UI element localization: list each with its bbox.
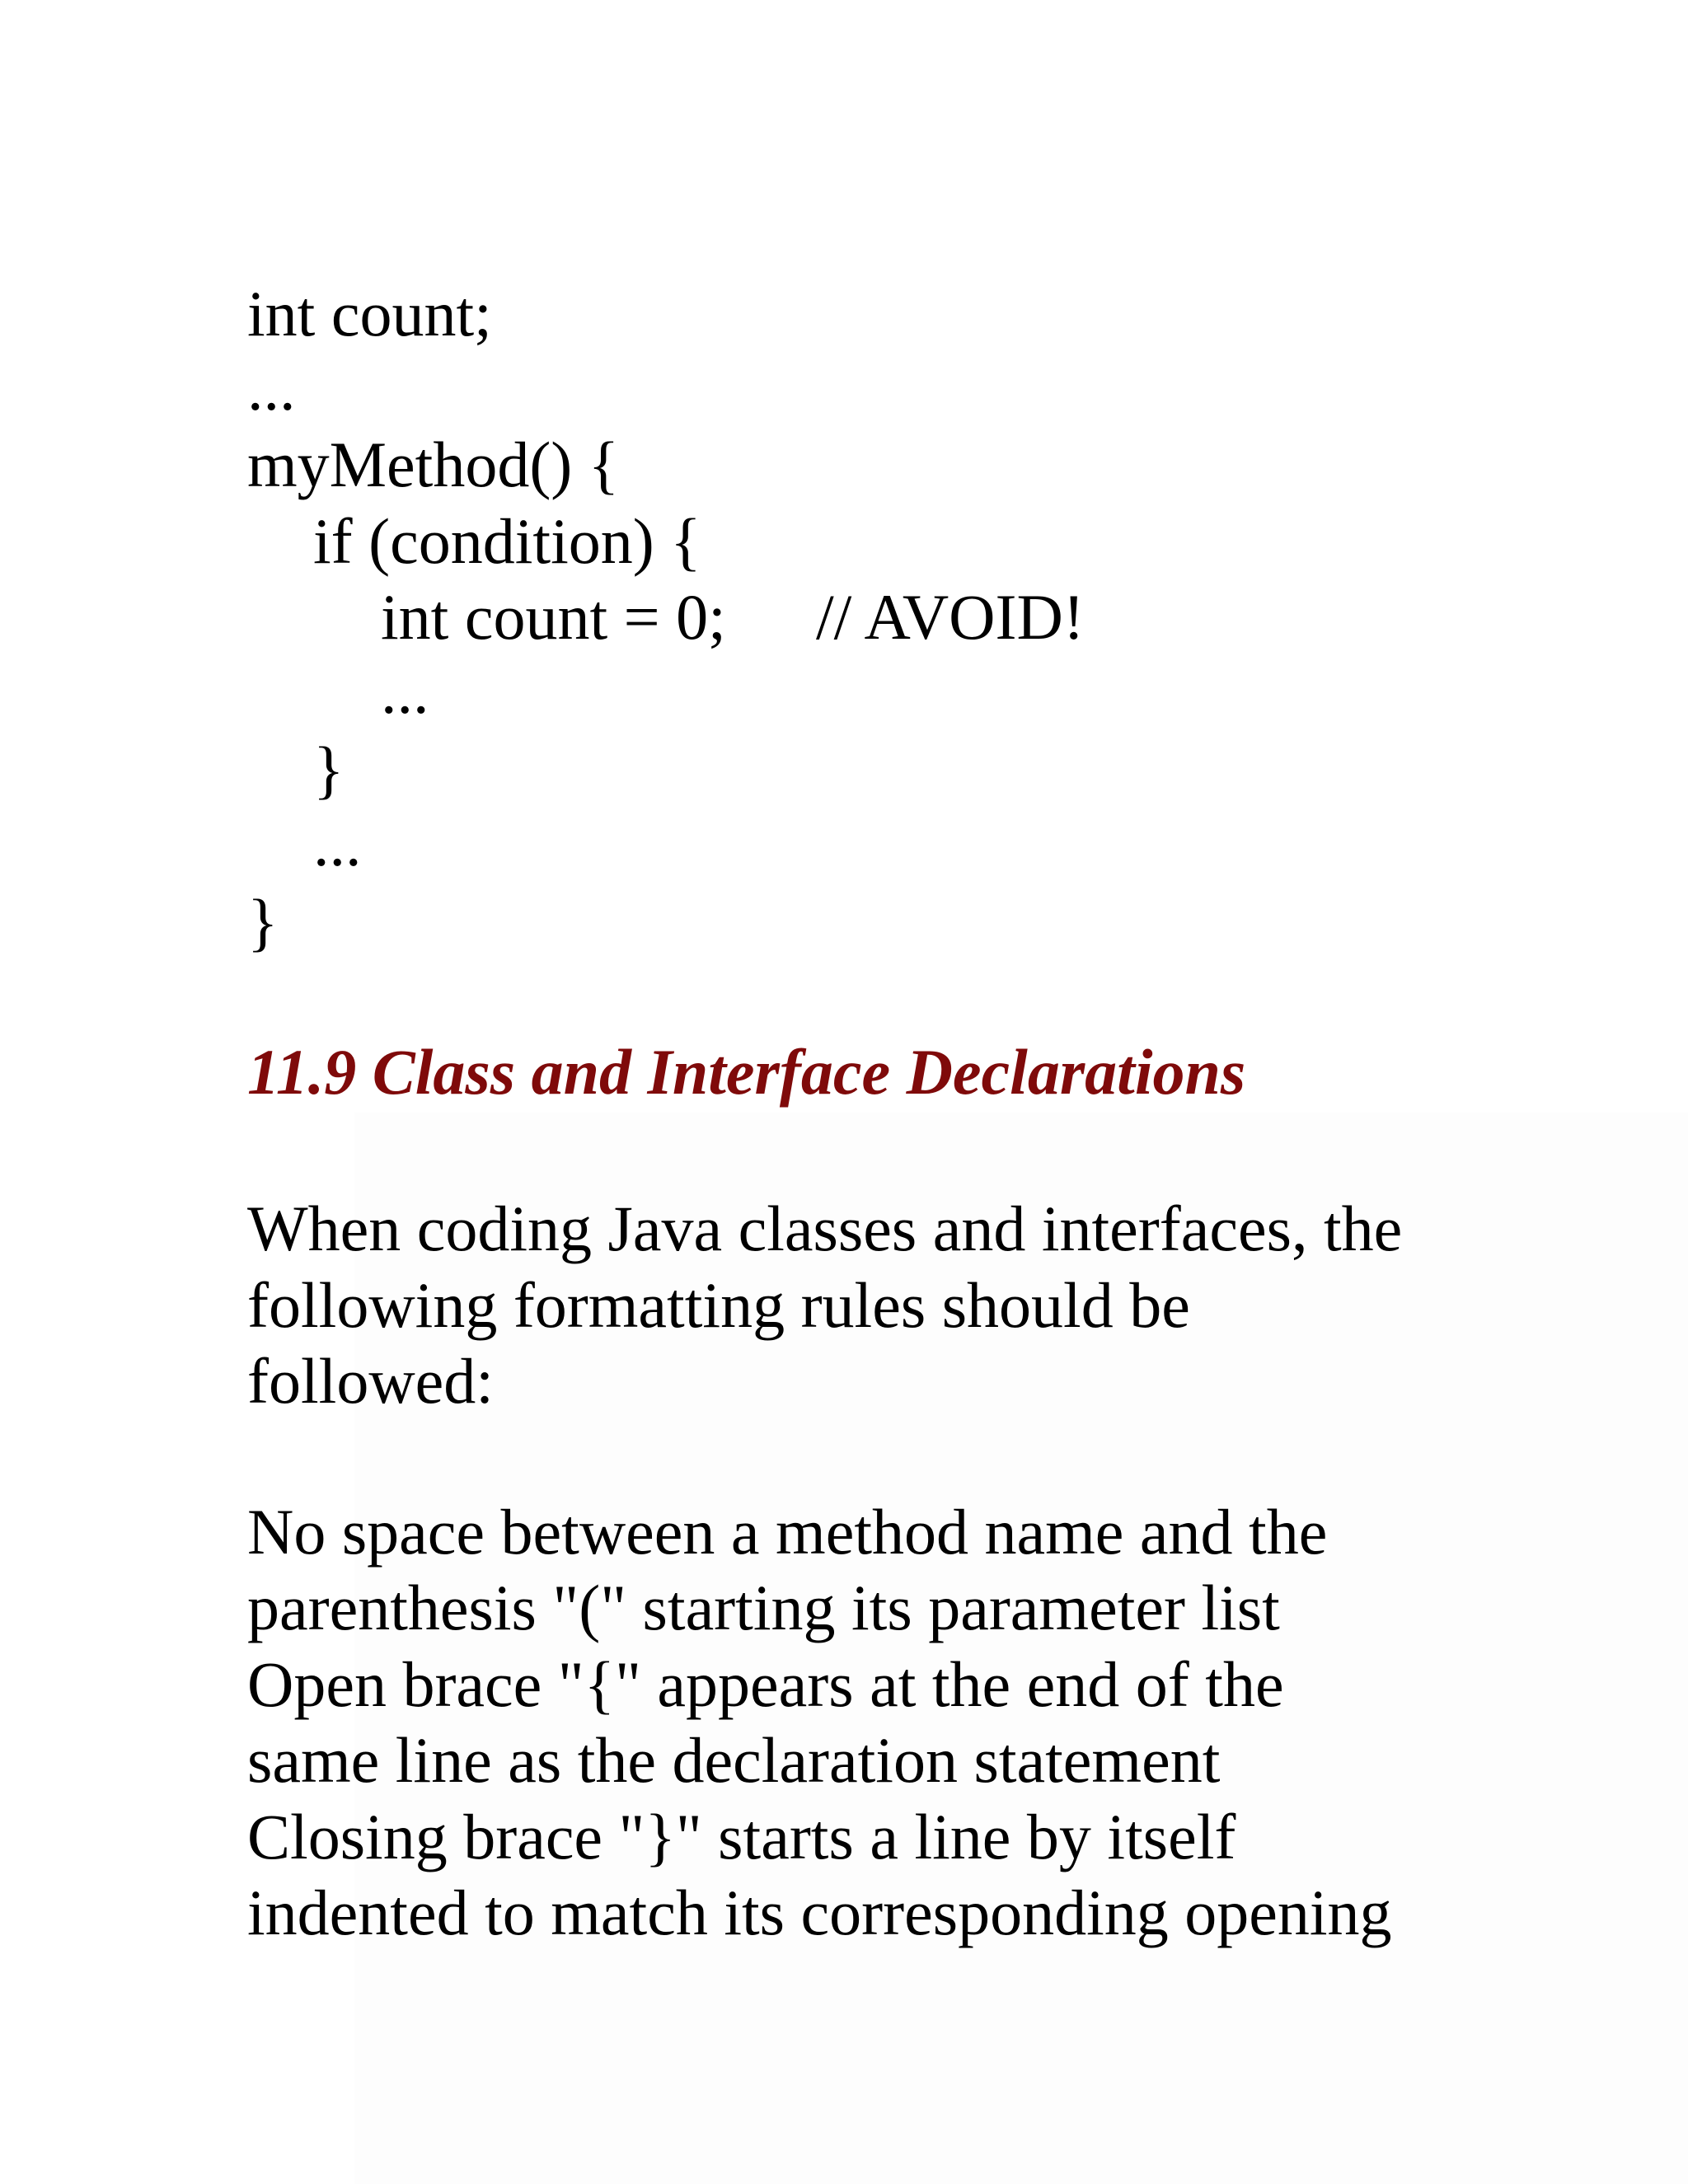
rule-line-5: Closing brace "}" starts a line by itself	[247, 1801, 1236, 1872]
code-line-8: ...	[313, 808, 362, 879]
section-heading: 11.9 Class and Interface Declarations	[247, 1036, 1246, 1108]
code-line-9: }	[247, 886, 279, 958]
rule-line-1: No space between a method name and the	[247, 1496, 1328, 1568]
code-line-7: }	[313, 733, 345, 805]
intro-line-3: followed:	[247, 1345, 494, 1417]
rule-line-6: indented to match its corresponding opening	[247, 1877, 1392, 1948]
rule-line-4: same line as the declaration statement	[247, 1724, 1221, 1796]
intro-line-2: following formatting rules should be	[247, 1269, 1190, 1341]
code-comment: // AVOID!	[816, 581, 1085, 653]
code-line-1: int count;	[247, 278, 492, 349]
code-line-5: int count = 0;	[381, 581, 726, 653]
code-line-3: myMethod() {	[247, 429, 620, 500]
code-line-6: ...	[381, 655, 429, 727]
intro-line-1: When coding Java classes and interfaces, the	[247, 1193, 1403, 1264]
rule-line-2: parenthesis "(" starting its parameter list	[247, 1572, 1280, 1643]
code-line-4: if (condition) {	[313, 505, 701, 577]
code-line-2: ...	[247, 352, 296, 424]
rule-line-3: Open brace "{" appears at the end of the	[247, 1648, 1284, 1720]
